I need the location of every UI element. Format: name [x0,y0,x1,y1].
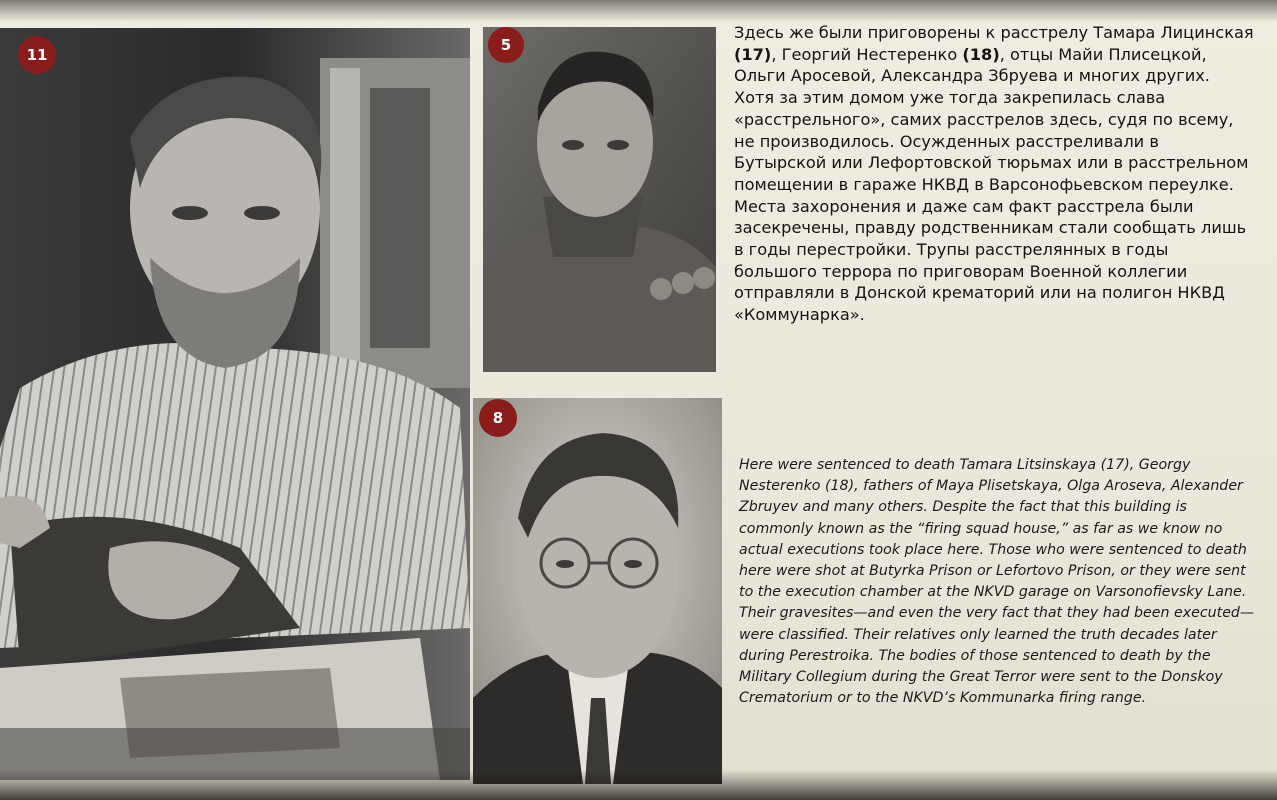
photo-bearded-man [0,28,470,780]
photo-man-with-glasses [473,398,722,784]
english-paragraph: Here were sentenced to death Tamara Litsinskaya (17), Georgy Nesterenko (18), fathers of Maya Plisetskaya, Olga Aroseva, Alexander Zbruyev and many others. Despite the fact that this building is commonly known as the “firing squad house,” as far as we know no actual executions took place here. Those who were sentenced to death here were shot at Butyrka Prison or Lefortovo Prison, or they were sent to the execution chamber at the NKVD garage on Varsonofievsky Lane. Their gravesites—and even the very fact that they had been executed—were classified. Their relatives only learned the truth decades later during Perestroika. The bodies of those sentenced to death by the Military Collegium during the Great Terror were sent to the Donskoy Crematorium or to the NKVD’s Kommunarka firing range. [739,457,1255,707]
russian-paragraph-1: Здесь же были приговорены к расстрелу Тамара Лицинская (17), Георгий Нестеренко (18), отцы Майи Плисецкой, Ольги Аросевой, Александра Збруева и многих других. [734,23,1254,86]
photo-military-officer [483,27,716,372]
russian-paragraph-2: Хотя за этим домом уже тогда закрепилась слава «расстрельного», самих расстрелов здесь, судя по всему, не производилось. Осужденных расстреливали в Бутырской или Лефортовской тюрьмах или в расстрельном помещении в гараже НКВД в Варсонофьевском переулке. Места захоронения и даже сам факт расстрела были засекречены, правду родственникам стали сообщать лишь в годы перестройки. Трупы расстрелянных в годы большого террора по приговорам Военной коллегии отправляли в Донской крематорий или на полигон НКВД «Коммунарка». [734,88,1249,325]
photo-number-badge: 11 [18,36,56,74]
photo-number-badge: 8 [479,399,517,437]
russian-text-block [734,22,1254,326]
bottom-shadow [0,770,1277,800]
top-shadow [0,0,1277,22]
english-text-block [739,455,1259,709]
photo-number-badge: 5 [488,27,524,63]
